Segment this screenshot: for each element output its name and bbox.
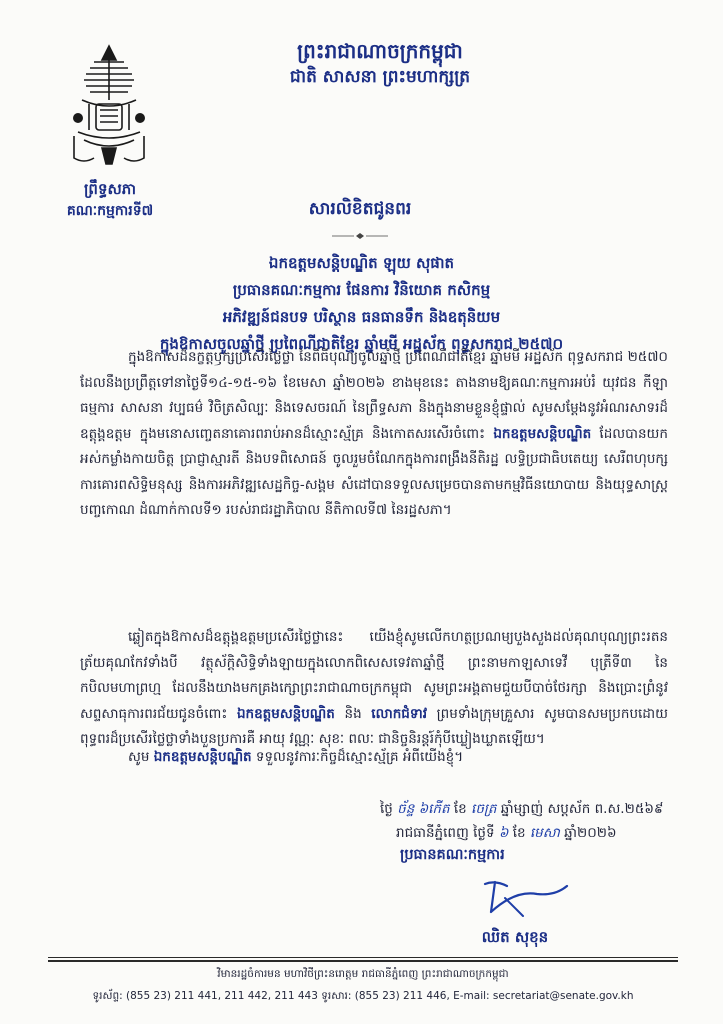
document-title: សារលិខិតជូនពរ: [308, 199, 412, 219]
para1-honoree: ឯកឧត្តមសន្តិបណ្ឌិត: [493, 425, 592, 442]
recipient-name: ឯកឧត្តមសន្តិបណ្ឌិត ឡុយ សុផាត: [268, 254, 455, 272]
body-paragraph-3: [80, 745, 668, 771]
footer-rule-thick: [48, 960, 678, 962]
lunar-date-line: [380, 798, 680, 820]
signer-title: ប្រធានគណៈកម្មការ: [400, 847, 505, 863]
body-paragraph-1: [80, 345, 668, 524]
lunar-month-prefix: ខែ: [453, 801, 467, 817]
para2-and: និង: [344, 705, 362, 722]
recipient-title-line1: ប្រធានគណៈកម្មការ ផែនការ វិនិយោគ កសិកម្ម: [232, 281, 491, 299]
divider-ornament: [330, 233, 390, 239]
para1-tail: ដែលបានយកអស់កម្លាំងកាយចិត្ត ប្រាជ្ញាស្មារតី និងបទពិសោធន៍ ចូលរួមចំណែកក្នុងការពង្រឹងនីតិរដ្ឋ លទ្ធិប្រជាធិបតេយ្យ សេរីពហុបក្ស ការគោរពសិទ្ធិមនុស្ស និងការអភិវឌ្ឍសេដ្ឋកិច្ច-សង្គម សំដៅបានទទួលសម្រេចបានតាមកម្មវិធីនយោបាយ និងយុទ្ធសាស្ត្របញ្ចកោណ ដំណាក់កាលទី១ របស់រាជរដ្ឋាភិបាល នីតិកាលទី៧ នៃរដ្ឋសភា។: [80, 425, 668, 518]
year: ឆ្នាំ២០២៦: [564, 825, 617, 841]
lunar-day-prefix: ថ្ងៃ: [380, 801, 393, 817]
para2-text: ឆ្លៀតក្នុងឱកាសដ៏ឧត្តុង្គឧត្តមប្រសើរថ្លៃថ្លានេះ យើងខ្ញុំសូមលើកហត្ថប្រណម្យបួងសួងដល់គុណបុណ្យព្រះរតនត្រ័យគុណកែវទាំងបី វត្ថុស័ក្តិសិទ្ធិទាំងឡាយក្នុងលោកពិសេសទេវតាឆ្នាំថ្មី ព្រះនាមកាឡសាទេវី បុត្រីទី៣ នៃកបិលមហាព្រហ្ម ដែលនឹងយាងមកគ្រងក្សោព្រះរាជាណាចក្រកម្ពុជា សូមព្រះអង្គតាមជួយបីបាច់ថែរក្សា និងប្រោះព្រំនូវសព្ទសាធុការពរជ័យជូនចំពោះ: [80, 629, 668, 722]
footer-contact: ទូរស័ព្ទ: (855 23) 211 441, 211 442, 211 443 ទូរសារ: (855 23) 211 446, E-mail: secretariat@senate.gov.kh: [92, 990, 634, 1002]
body-paragraph-2: [80, 625, 668, 753]
footer-rule: [48, 957, 678, 958]
handwritten-signature: [475, 872, 575, 922]
recipient-block: [70, 250, 653, 358]
place-date-line: [396, 822, 686, 844]
para2-honoree: ឯកឧត្តមសន្តិបណ្ឌិត: [236, 705, 335, 722]
para2-spouse: លោកជំទាវ: [371, 705, 427, 722]
senate-emblem: [64, 40, 154, 170]
lunar-day-handwritten: ច័ន្ទ ៦កើត: [397, 801, 450, 817]
footer-address: វិមានរដ្ឋចំការមន មហាវិថីព្រះនរោត្តម រាជធានីភ្នំពេញ ព្រះរាជាណាចក្រកម្ពុជា: [217, 968, 509, 980]
month-handwritten: មេសា: [529, 825, 560, 841]
occasion-line: ក្នុងឱកាសចូលឆ្នាំថ្មី ប្រពៃណីជាតិខ្មែរ ឆ្នាំមមី អដ្ឋស័ក ពុទ្ធសករាជ ២៥៧០: [159, 335, 564, 353]
day-handwritten: ៦: [498, 825, 509, 841]
lunar-month-handwritten: ចេត្រ: [471, 801, 497, 817]
para3-pre: សូម: [128, 749, 150, 765]
para3-honoree: ឯកឧត្តមសន្តិបណ្ឌិត: [153, 749, 252, 765]
nation-title: ព្រះរាជាណាចក្រកម្ពុជា: [297, 39, 463, 63]
para1-text: ក្នុងឱកាសដ៏នក្ខត្តឫក្សប្រសើរថ្លៃថ្លា នៃពិធីបុណ្យចូលឆ្នាំថ្មី ប្រពៃណីជាតិខ្មែរ ឆ្នាំមមី អដ្ឋស័ក ពុទ្ធសករាជ ២៥៧០ ដែលនឹងប្រព្រឹត្តទៅនាថ្ងៃទី១៤-១៥-១៦ ខែមេសា ឆ្នាំ២០២៦ ខាងមុខនេះ តាងនាមឱ្យគណៈកម្មការអប់រំ យុវជន កីឡា ធម្មការ សាសនា វប្បធម៌ វិចិត្រសិល្បៈ និងទេសចរណ៍ នៃព្រឹទ្ធសភា និងក្នុងនាមខ្លួនខ្ញុំផ្ទាល់ សូមសម្តែងនូវអំណរសាទរដ៏ឧត្តុង្គឧត្តម ក្នុងមនោសញ្ចេតនាគោរពរាប់អានដ៏ស្មោះស្ម័គ្រ និងកោតសរសើរចំពោះ: [80, 349, 668, 442]
committee-name: គណៈកម្មការទី៧: [66, 203, 154, 219]
nation-motto: ជាតិ សាសនា ព្រះមហាក្សត្រ: [289, 67, 471, 87]
recipient-title-line2: អភិវឌ្ឍន៍ជនបទ បរិស្ថាន ធនធានទឹក និងឧតុនិយម: [222, 308, 501, 326]
month-prefix: ខែ: [512, 825, 526, 841]
lunar-year: ឆ្នាំម្សាញ់ សប្តស័ក ព.ស.២៥៦៩: [500, 801, 664, 817]
para3-tail: ទទួលនូវការៈកិច្ចដ៏ស្មោះស្ម័គ្រ អំពីយើងខ្ញុំ។: [255, 749, 464, 765]
para2-tail: ព្រមទាំងក្រុមគ្រួសារ សូមបានសមប្រកបដោយពុទ្ធពរដ៏ប្រសើរថ្លៃថ្លាទាំងបួនប្រការគឺ អាយុ វណ្ណៈ សុខៈ ពលៈ ជានិច្ចនិរន្តរ៍កុំបីឃ្លៀងឃ្លាតឡើយ។: [80, 705, 669, 747]
institution-name: ព្រឹទ្ធសភា: [83, 180, 137, 198]
place-prefix: រាជធានីភ្នំពេញ ថ្ងៃទី: [396, 825, 495, 841]
signer-name: ឈិត សុខុន: [481, 928, 549, 946]
